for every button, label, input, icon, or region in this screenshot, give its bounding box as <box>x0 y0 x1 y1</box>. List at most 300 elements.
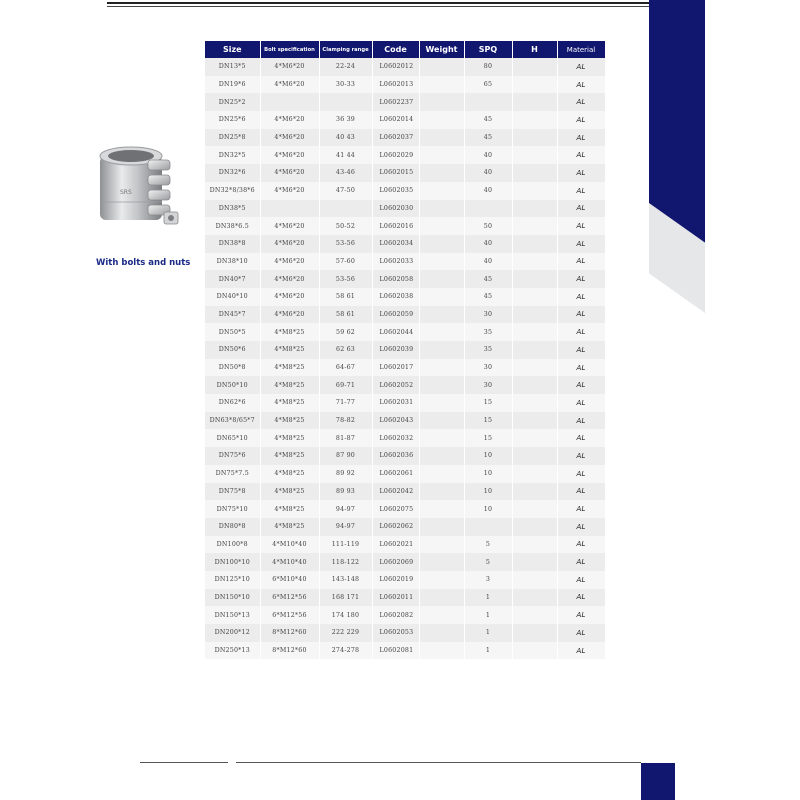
cell-h <box>512 323 557 341</box>
cell-size: DN38*5 <box>205 200 260 218</box>
cell-weight <box>419 306 464 324</box>
footer-rule-right <box>236 762 641 763</box>
cell-code: L0602082 <box>372 606 419 624</box>
cell-bolt: 4*M6*20 <box>260 111 319 129</box>
table-row <box>205 465 605 483</box>
table-row <box>205 217 605 235</box>
top-rule-thin <box>107 6 655 7</box>
cell-weight <box>419 429 464 447</box>
cell-weight <box>419 253 464 271</box>
cell-spq: 30 <box>464 306 512 324</box>
cell-material: AL <box>557 76 605 94</box>
cell-h <box>512 359 557 377</box>
cell-range: 22-24 <box>319 58 372 76</box>
cell-weight <box>419 129 464 147</box>
table-row <box>205 376 605 394</box>
cell-code: L0602036 <box>372 447 419 465</box>
cell-material: AL <box>557 235 605 253</box>
cell-spq: 30 <box>464 359 512 377</box>
cell-spq: 30 <box>464 376 512 394</box>
cell-size: DN100*10 <box>205 553 260 571</box>
cell-code: L0602032 <box>372 429 419 447</box>
cell-code: L0602013 <box>372 76 419 94</box>
cell-spq: 45 <box>464 270 512 288</box>
cell-spq: 80 <box>464 58 512 76</box>
table-row <box>205 518 605 536</box>
table-row <box>205 341 605 359</box>
cell-code: L0602037 <box>372 129 419 147</box>
cell-size: DN150*13 <box>205 606 260 624</box>
cell-size: DN25*6 <box>205 111 260 129</box>
cell-material: AL <box>557 483 605 501</box>
cell-size: DN32*8/38*6 <box>205 182 260 200</box>
cell-range: 94-97 <box>319 500 372 518</box>
cell-h <box>512 200 557 218</box>
cell-size: DN80*8 <box>205 518 260 536</box>
cell-material: AL <box>557 288 605 306</box>
cell-h <box>512 447 557 465</box>
cell-range: 174 180 <box>319 606 372 624</box>
cell-material: AL <box>557 465 605 483</box>
product-caption: With bolts and nuts <box>96 258 191 268</box>
cell-spq: 5 <box>464 536 512 554</box>
header-material: Material <box>557 41 605 58</box>
cell-weight <box>419 217 464 235</box>
cell-spq: 40 <box>464 146 512 164</box>
cell-spq: 65 <box>464 76 512 94</box>
cell-bolt: 4*M6*20 <box>260 58 319 76</box>
cell-range: 222 229 <box>319 624 372 642</box>
cell-h <box>512 394 557 412</box>
cell-material: AL <box>557 447 605 465</box>
cell-h <box>512 182 557 200</box>
cell-weight <box>419 323 464 341</box>
table-row <box>205 182 605 200</box>
cell-range <box>319 93 372 111</box>
cell-h <box>512 429 557 447</box>
cell-range: 58 61 <box>319 306 372 324</box>
table-row <box>205 76 605 94</box>
cell-code: L0602012 <box>372 58 419 76</box>
cell-weight <box>419 465 464 483</box>
cell-weight <box>419 164 464 182</box>
cell-code: L0602042 <box>372 483 419 501</box>
cell-range: 47-50 <box>319 182 372 200</box>
cell-weight <box>419 76 464 94</box>
cell-size: DN65*10 <box>205 429 260 447</box>
cell-bolt: 4*M8*25 <box>260 465 319 483</box>
cell-range: 50-52 <box>319 217 372 235</box>
cell-code: L0602030 <box>372 200 419 218</box>
spec-table <box>205 41 606 659</box>
cell-spq: 35 <box>464 341 512 359</box>
cell-range: 41 44 <box>319 146 372 164</box>
table-row <box>205 58 605 76</box>
cell-bolt: 6*M12*56 <box>260 606 319 624</box>
cell-code: L0602017 <box>372 359 419 377</box>
cell-material: AL <box>557 111 605 129</box>
cell-range: 118-122 <box>319 553 372 571</box>
cell-h <box>512 500 557 518</box>
cell-range: 111-119 <box>319 536 372 554</box>
cell-code: L0602014 <box>372 111 419 129</box>
table-row <box>205 93 605 111</box>
cell-material: AL <box>557 306 605 324</box>
cell-material: AL <box>557 323 605 341</box>
top-rule <box>107 2 655 4</box>
table-row <box>205 447 605 465</box>
header-size: Size <box>205 41 260 58</box>
cell-spq: 10 <box>464 483 512 501</box>
cell-material: AL <box>557 642 605 660</box>
cell-spq: 1 <box>464 642 512 660</box>
cell-code: L0602075 <box>372 500 419 518</box>
cell-range: 81-87 <box>319 429 372 447</box>
cell-h <box>512 306 557 324</box>
cell-size: DN40*10 <box>205 288 260 306</box>
cell-h <box>512 341 557 359</box>
cell-code: L0602059 <box>372 306 419 324</box>
cell-material: AL <box>557 341 605 359</box>
cell-range: 94-97 <box>319 518 372 536</box>
cell-size: DN45*7 <box>205 306 260 324</box>
cell-h <box>512 606 557 624</box>
table-header-row <box>205 41 605 58</box>
cell-bolt: 6*M10*40 <box>260 571 319 589</box>
cell-material: AL <box>557 93 605 111</box>
table-row <box>205 624 605 642</box>
cell-spq: 15 <box>464 394 512 412</box>
cell-bolt: 4*M8*25 <box>260 518 319 536</box>
cell-bolt: 4*M8*25 <box>260 359 319 377</box>
cell-spq: 10 <box>464 465 512 483</box>
cell-range: 143-148 <box>319 571 372 589</box>
table-row <box>205 235 605 253</box>
cell-h <box>512 235 557 253</box>
pipe-clamp-image <box>92 142 187 237</box>
cell-bolt: 4*M10*40 <box>260 553 319 571</box>
cell-range: 87 90 <box>319 447 372 465</box>
table-row <box>205 306 605 324</box>
cell-range: 58 61 <box>319 288 372 306</box>
cell-bolt: 6*M12*56 <box>260 589 319 607</box>
cell-range: 53-56 <box>319 235 372 253</box>
cell-weight <box>419 182 464 200</box>
cell-size: DN200*12 <box>205 624 260 642</box>
cell-bolt: 4*M6*20 <box>260 182 319 200</box>
cell-material: AL <box>557 589 605 607</box>
cell-bolt: 4*M8*25 <box>260 500 319 518</box>
cell-spq <box>464 93 512 111</box>
cell-code: L0602021 <box>372 536 419 554</box>
header-spq: SPQ <box>464 41 512 58</box>
cell-weight <box>419 624 464 642</box>
table-row <box>205 270 605 288</box>
cell-bolt: 4*M6*20 <box>260 129 319 147</box>
cell-h <box>512 93 557 111</box>
cell-size: DN50*6 <box>205 341 260 359</box>
cell-h <box>512 624 557 642</box>
cell-size: DN50*5 <box>205 323 260 341</box>
table-row <box>205 500 605 518</box>
table-row <box>205 553 605 571</box>
cell-spq: 15 <box>464 412 512 430</box>
cell-weight <box>419 270 464 288</box>
cell-size: DN125*10 <box>205 571 260 589</box>
product-engraving: SRS <box>120 189 132 196</box>
cell-h <box>512 412 557 430</box>
cell-material: AL <box>557 518 605 536</box>
cell-material: AL <box>557 606 605 624</box>
cell-code: L0602044 <box>372 323 419 341</box>
cell-material: AL <box>557 359 605 377</box>
cell-weight <box>419 394 464 412</box>
cell-spq <box>464 518 512 536</box>
cell-range: 69-71 <box>319 376 372 394</box>
cell-material: AL <box>557 376 605 394</box>
table-row <box>205 606 605 624</box>
cell-range: 40 43 <box>319 129 372 147</box>
cell-size: DN62*6 <box>205 394 260 412</box>
cell-bolt: 4*M8*25 <box>260 483 319 501</box>
header-weight: Weight <box>419 41 464 58</box>
cell-material: AL <box>557 394 605 412</box>
cell-spq: 50 <box>464 217 512 235</box>
cell-spq: 10 <box>464 447 512 465</box>
cell-material: AL <box>557 129 605 147</box>
cell-weight <box>419 412 464 430</box>
cell-h <box>512 270 557 288</box>
cell-bolt: 4*M6*20 <box>260 253 319 271</box>
cell-h <box>512 553 557 571</box>
cell-size: DN38*6.5 <box>205 217 260 235</box>
cell-size: DN25*2 <box>205 93 260 111</box>
cell-material: AL <box>557 624 605 642</box>
cell-h <box>512 129 557 147</box>
cell-spq: 45 <box>464 288 512 306</box>
cell-range: 274-278 <box>319 642 372 660</box>
cell-h <box>512 571 557 589</box>
cell-spq: 15 <box>464 429 512 447</box>
cell-bolt: 4*M6*20 <box>260 270 319 288</box>
cell-size: DN38*8 <box>205 235 260 253</box>
cell-h <box>512 217 557 235</box>
footer-rule-left <box>140 762 228 763</box>
cell-weight <box>419 642 464 660</box>
cell-h <box>512 288 557 306</box>
cell-weight <box>419 288 464 306</box>
cell-bolt: 4*M8*25 <box>260 394 319 412</box>
cell-weight <box>419 571 464 589</box>
cell-h <box>512 164 557 182</box>
cell-weight <box>419 500 464 518</box>
table-row <box>205 412 605 430</box>
table-row <box>205 146 605 164</box>
cell-bolt: 4*M8*25 <box>260 429 319 447</box>
cell-h <box>512 76 557 94</box>
cell-weight <box>419 447 464 465</box>
cell-spq: 1 <box>464 624 512 642</box>
cell-weight <box>419 589 464 607</box>
cell-size: DN13*5 <box>205 58 260 76</box>
cell-range: 89 92 <box>319 465 372 483</box>
cell-range: 59 62 <box>319 323 372 341</box>
cell-material: AL <box>557 500 605 518</box>
cell-weight <box>419 359 464 377</box>
cell-bolt: 4*M8*25 <box>260 412 319 430</box>
table-row <box>205 359 605 377</box>
cell-h <box>512 536 557 554</box>
table-row <box>205 253 605 271</box>
cell-spq: 40 <box>464 182 512 200</box>
cell-h <box>512 518 557 536</box>
cell-h <box>512 58 557 76</box>
cell-range: 43-46 <box>319 164 372 182</box>
cell-size: DN75*7.5 <box>205 465 260 483</box>
cell-bolt: 4*M6*20 <box>260 235 319 253</box>
table-row <box>205 200 605 218</box>
cell-material: AL <box>557 270 605 288</box>
cell-material: AL <box>557 553 605 571</box>
table-row <box>205 164 605 182</box>
cell-code: L0602011 <box>372 589 419 607</box>
cell-code: L0602029 <box>372 146 419 164</box>
cell-material: AL <box>557 429 605 447</box>
header-code: Code <box>372 41 419 58</box>
cell-h <box>512 253 557 271</box>
cell-code: L0602038 <box>372 288 419 306</box>
cell-h <box>512 483 557 501</box>
cell-size: DN75*6 <box>205 447 260 465</box>
cell-range: 30-33 <box>319 76 372 94</box>
cell-bolt: 4*M6*20 <box>260 146 319 164</box>
cell-weight <box>419 93 464 111</box>
cell-material: AL <box>557 164 605 182</box>
cell-weight <box>419 376 464 394</box>
cell-spq: 3 <box>464 571 512 589</box>
cell-bolt: 4*M6*20 <box>260 217 319 235</box>
cell-size: DN50*8 <box>205 359 260 377</box>
cell-size: DN38*10 <box>205 253 260 271</box>
cell-bolt <box>260 93 319 111</box>
cell-code: L0602039 <box>372 341 419 359</box>
cell-code: L0602019 <box>372 571 419 589</box>
cell-h <box>512 589 557 607</box>
cell-range: 64-67 <box>319 359 372 377</box>
cell-weight <box>419 518 464 536</box>
cell-range: 53-56 <box>319 270 372 288</box>
cell-spq: 40 <box>464 253 512 271</box>
cell-material: AL <box>557 571 605 589</box>
cell-weight <box>419 58 464 76</box>
cell-range: 89 93 <box>319 483 372 501</box>
cell-size: DN32*5 <box>205 146 260 164</box>
cell-weight <box>419 111 464 129</box>
table-row <box>205 483 605 501</box>
cell-code: L0602069 <box>372 553 419 571</box>
cell-size: DN25*8 <box>205 129 260 147</box>
cell-size: DN75*8 <box>205 483 260 501</box>
cell-bolt: 4*M6*20 <box>260 288 319 306</box>
cell-range: 71-77 <box>319 394 372 412</box>
cell-code: L0602031 <box>372 394 419 412</box>
cell-spq: 35 <box>464 323 512 341</box>
cell-bolt: 4*M8*25 <box>260 323 319 341</box>
cell-bolt: 8*M12*60 <box>260 624 319 642</box>
cell-size: DN150*10 <box>205 589 260 607</box>
cell-size: DN100*8 <box>205 536 260 554</box>
table-row <box>205 571 605 589</box>
header-clamping-range: Clamping range <box>319 41 372 58</box>
cell-size: DN40*7 <box>205 270 260 288</box>
cell-h <box>512 642 557 660</box>
cell-size: DN63*8/65*7 <box>205 412 260 430</box>
cell-size: DN50*10 <box>205 376 260 394</box>
cell-range: 168 171 <box>319 589 372 607</box>
cell-weight <box>419 606 464 624</box>
cell-code: L0602062 <box>372 518 419 536</box>
cell-material: AL <box>557 412 605 430</box>
cell-code: L0602052 <box>372 376 419 394</box>
cell-bolt: 4*M8*25 <box>260 341 319 359</box>
cell-spq <box>464 200 512 218</box>
cell-code: L0602081 <box>372 642 419 660</box>
cell-weight <box>419 483 464 501</box>
cell-spq: 1 <box>464 589 512 607</box>
cell-code: L0602034 <box>372 235 419 253</box>
cell-weight <box>419 146 464 164</box>
cell-spq: 5 <box>464 553 512 571</box>
cell-code: L0602035 <box>372 182 419 200</box>
cell-spq: 40 <box>464 164 512 182</box>
header-h: H <box>512 41 557 58</box>
cell-size: DN32*6 <box>205 164 260 182</box>
cell-code: L0602015 <box>372 164 419 182</box>
cell-h <box>512 111 557 129</box>
cell-weight <box>419 341 464 359</box>
cell-h <box>512 465 557 483</box>
cell-bolt <box>260 200 319 218</box>
cell-size: DN75*10 <box>205 500 260 518</box>
cell-material: AL <box>557 253 605 271</box>
table-row <box>205 394 605 412</box>
cell-weight <box>419 200 464 218</box>
cell-h <box>512 376 557 394</box>
cell-spq: 10 <box>464 500 512 518</box>
cell-range: 36 39 <box>319 111 372 129</box>
table-row <box>205 323 605 341</box>
cell-code: L0602033 <box>372 253 419 271</box>
table-row <box>205 642 605 660</box>
cell-range <box>319 200 372 218</box>
cell-weight <box>419 536 464 554</box>
page-tab <box>641 763 675 800</box>
cell-range: 62 63 <box>319 341 372 359</box>
cell-material: AL <box>557 58 605 76</box>
cell-code: L0602016 <box>372 217 419 235</box>
table-row <box>205 288 605 306</box>
cell-size: DN250*13 <box>205 642 260 660</box>
table-row <box>205 111 605 129</box>
cell-spq: 45 <box>464 129 512 147</box>
header-bolt-specification: Bolt specification <box>260 41 319 58</box>
table-row <box>205 536 605 554</box>
cell-spq: 40 <box>464 235 512 253</box>
cell-size: DN19*6 <box>205 76 260 94</box>
cell-range: 57-60 <box>319 253 372 271</box>
cell-bolt: 4*M8*25 <box>260 447 319 465</box>
cell-weight <box>419 235 464 253</box>
